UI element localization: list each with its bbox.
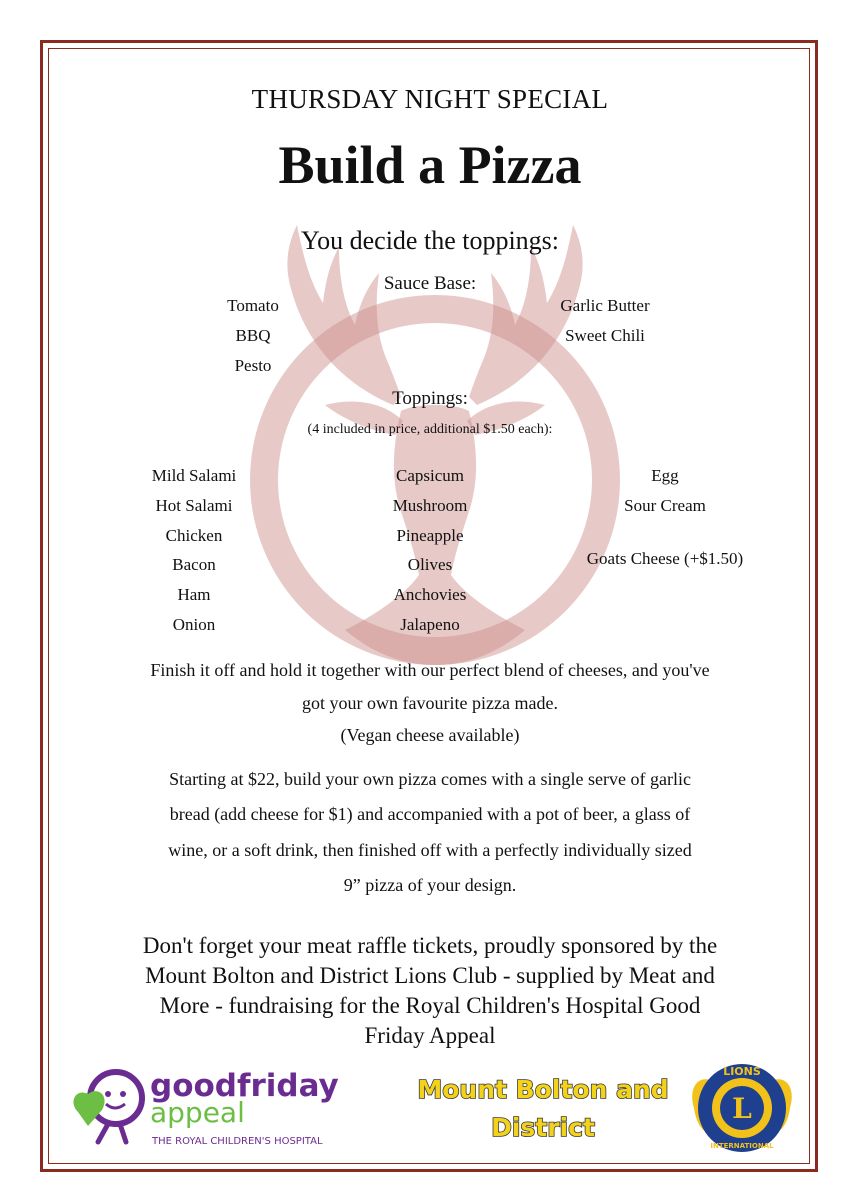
vegan-note: (Vegan cheese available)	[340, 725, 520, 745]
topping-item: Mushroom	[392, 496, 468, 515]
finish-text-line: Finish it off and hold it together with our perfect blend of cheeses, and you've	[150, 660, 710, 680]
topping-item: Ham	[177, 585, 211, 604]
finish-text-line: got your own favourite pizza made.	[302, 693, 558, 713]
raffle-text-line: Mount Bolton and District Lions Club - supplied by Meat and	[145, 963, 715, 988]
toppings-note: (4 included in price, additional $1.50 each):	[307, 422, 553, 437]
appeal-word: appeal	[150, 1096, 245, 1129]
mount-bolton-line2: District	[491, 1113, 595, 1142]
topping-item: Mild Salami	[151, 466, 237, 485]
mount-bolton-line1: Mount Bolton and	[417, 1075, 669, 1104]
raffle-text-line: Friday Appeal	[364, 1023, 496, 1048]
topping-item: Goats Cheese (+$1.50)	[586, 549, 744, 568]
offer-text-line: Starting at $22, build your own pizza comes with a single serve of garlic	[169, 769, 691, 789]
page-subtitle: THURSDAY NIGHT SPECIAL	[251, 84, 609, 114]
sauce-item: Tomato	[227, 296, 279, 315]
offer-text-line: wine, or a soft drink, then finished off with a perfectly individually sized	[168, 840, 692, 860]
topping-item: Hot Salami	[155, 496, 233, 515]
topping-item: Onion	[172, 615, 216, 634]
lions-bottom-text: INTERNATIONAL	[710, 1142, 774, 1150]
sauce-item: Pesto	[234, 356, 272, 375]
topping-item: Jalapeno	[400, 615, 460, 634]
sauce-item: BBQ	[235, 326, 271, 345]
sauce-heading: Sauce Base:	[383, 273, 477, 294]
offer-text-line: 9” pizza of your design.	[343, 875, 517, 895]
goodfriday-appeal-logo	[68, 1064, 358, 1154]
topping-item: Pineapple	[396, 526, 464, 545]
page-title: Build a Pizza	[278, 135, 582, 195]
raffle-text-line: Don't forget your meat raffle tickets, proudly sponsored by the	[142, 933, 718, 958]
topping-item: Anchovies	[393, 585, 467, 604]
topping-item: Olives	[407, 555, 453, 574]
lions-top-text: LIONS	[723, 1065, 761, 1078]
toppings-heading: Toppings:	[392, 388, 468, 409]
intro-text: You decide the toppings:	[300, 226, 560, 255]
mount-bolton-district-logo	[405, 1068, 685, 1148]
topping-item: Sour Cream	[624, 496, 706, 515]
raffle-text-line: More - fundraising for the Royal Children's Hospital Good	[159, 993, 701, 1018]
goodfriday-word: goodfriday	[150, 1068, 339, 1104]
topping-item: Chicken	[165, 526, 223, 545]
offer-text-line: bread (add cheese for $1) and accompanied with a pot of beer, a glass of	[169, 804, 691, 824]
topping-item: Egg	[651, 466, 679, 485]
lions-international-logo	[688, 1058, 796, 1158]
topping-item: Capsicum	[396, 466, 464, 485]
sauce-item: Garlic Butter	[560, 296, 650, 315]
lions-letter: L	[732, 1092, 752, 1125]
topping-item: Bacon	[172, 555, 216, 574]
rch-tagline: THE ROYAL CHILDREN'S HOSPITAL	[152, 1136, 323, 1147]
sauce-item: Sweet Chili	[565, 326, 645, 345]
